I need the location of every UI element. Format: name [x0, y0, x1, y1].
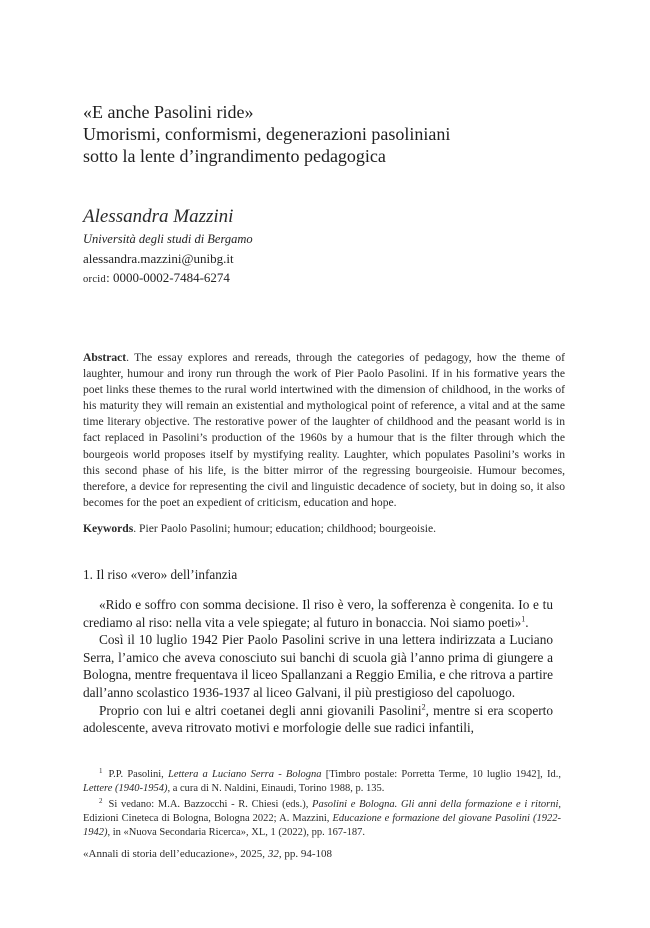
keywords [83, 521, 565, 537]
author-name: Alessandra Mazzini [83, 206, 234, 227]
orcid-value: : 0000-0002-7484-6274 [106, 270, 230, 285]
body-paragraph [83, 702, 553, 737]
body-text [83, 596, 553, 737]
footnote-ref[interactable]: 1 [521, 614, 526, 624]
body-paragraph: «Rido e soffro con somma decisione. Il riso è vero, la sofferenza è congenita. Io e tu crediamo al riso: nella vita a vele spiegate; al futuro in bonaccia. Noi siamo poeti»$^1$. [83, 597, 553, 630]
title-line: «E anche Pasolini ride» [83, 102, 254, 122]
orcid-label: orcid [83, 274, 107, 285]
keywords-label: Keywords [83, 522, 134, 535]
footnotes [83, 768, 561, 842]
keywords-text: . Pier Paolo Pasolini; humour; education; childhood; bourgeoisie. [133, 522, 437, 535]
footnote [83, 798, 561, 840]
footnote-number: 1 [99, 766, 103, 775]
subtitle-line: Umorismi, conformismi, degenerazioni pasoliniani [83, 124, 451, 144]
footnote-title: Educazione e formazione del giovane Pasolini (1922-1942) [83, 813, 561, 838]
footnote-text: Si vedano: M.A. Bazzocchi - R. Chiesi (eds.), [108, 799, 313, 810]
journal-volume: 32 [267, 848, 279, 860]
footnote-text: , in «Nuova Secondaria Ricerca», XL, 1 (2022), pp. 167-187. [107, 827, 365, 838]
abstract-label: Abstract [83, 351, 127, 364]
footnote [83, 768, 561, 796]
author-affiliation: Università degli studi di Bergamo [83, 232, 253, 246]
author-orcid [83, 270, 230, 286]
body-paragraph: Così il 10 luglio 1942 Pier Paolo Pasolini scrive in una lettera indirizzata a Luciano Serra, l’amico che aveva conosciuto sui banchi di scuola già l’anno prima di giungere a Bologna, mentre frequentava il liceo Spallanzani a Reggio Emilia, e che ritrova a partire dall’anno scolastico 1936-1937 al liceo Galvani, il più prestigioso del capoluogo. [83, 632, 554, 700]
footnote-number: 2 [99, 796, 103, 805]
footnote-text: , a cura di N. Naldini, Einaudi, Torino 1988, p. 135. [167, 783, 385, 794]
footnote-title: Pasolini e Bologna. Gli anni della formazione e i ritorni [312, 799, 559, 810]
quote-text: «Rido e soffro con somma decisione. Il riso è vero, la sofferenza è congenita. Io e tu crediamo al riso: nella vita a vele spiegate; al futuro in bonaccia. Noi siamo poeti» [83, 597, 553, 630]
section-heading: 1. Il riso «vero» dell’infanzia [83, 567, 238, 582]
footnote-text: [Timbro postale: Porretta Terme, 10 luglio 1942], Id., [321, 769, 561, 780]
footnote-text: , Edizioni Cineteca di Bologna, Bologna 2022; A. Mazzini, [83, 799, 562, 824]
author-email: alessandra.mazzini@unibg.it [83, 251, 234, 266]
footnote-title: Lettera a Luciano Serra - Bologna [168, 769, 322, 780]
journal-citation [83, 848, 332, 860]
abstract-text: . The essay explores and rereads, through the categories of pedagogy, how the theme of laughter, humour and irony run through the work of Pier Paolo Pasolini. If in his formative years the poet links these themes to the rural world intertwined with the dimension of childhood, in the works of his maturity they will remain an existential and mythological point of reference, a vital and at the same time literary objective. The restorative power of the laughter of childhood and the peasant world is in fact replaced in Pasolini’s production of the 1960s by a humour that is the filter through which the bourgeois world proposes itself by mystifying reality. Laughter, which populates Pasolini’s works in this second phase of his life, is the bitter mirror of the regressing bourgeoisie. Humour becomes, therefore, a device for representing the civil and linguistic decadence of society, but in doing so, it also becomes for the poet an expedient of criticism, education and hope. [83, 351, 565, 509]
abstract [83, 350, 565, 511]
article-title [83, 101, 563, 167]
footnote-title: Lettere (1940-1954) [83, 783, 168, 794]
footnote-text: P.P. Pasolini, [108, 769, 168, 780]
paragraph-text: Proprio con lui e altri coetanei degli anni giovanili Pasolini [99, 702, 422, 718]
subtitle-line: sotto la lente d’ingrandimento pedagogica [83, 146, 386, 166]
footnote-ref[interactable]: 2 [421, 702, 426, 712]
journal-pages: , pp. 94-108 [278, 848, 332, 860]
paragraph-text: , mentre si era scoperto adolescente, aveva ritrovato motivi e morfologie delle sue radici infantili, [83, 702, 554, 736]
journal-name: «Annali di storia dell’educazione», 2025, [83, 848, 268, 860]
